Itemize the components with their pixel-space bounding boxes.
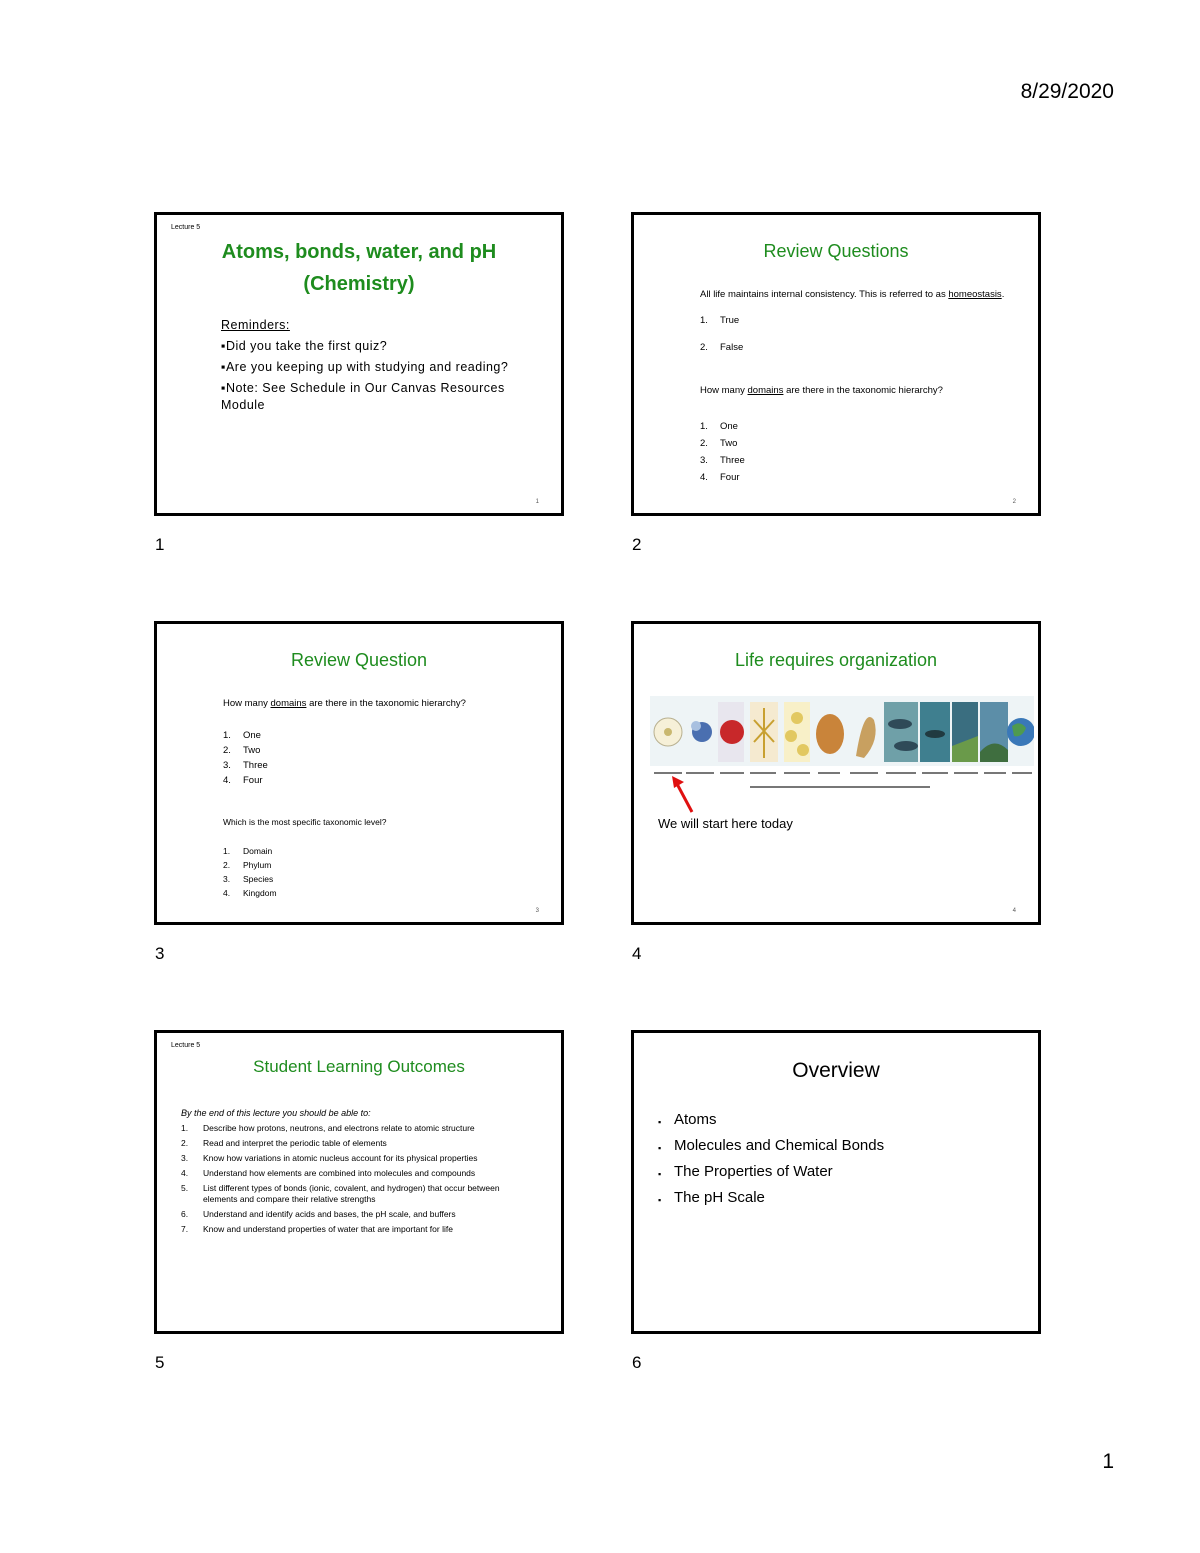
slide-title: Review Questions	[763, 241, 909, 261]
slide-title: Overview	[792, 1059, 880, 1082]
question-1: How many domains are there in the taxonomic hierarchy?	[223, 698, 466, 709]
slide-caption: We will start here today	[658, 816, 793, 831]
slide-number: 2	[1012, 499, 1016, 505]
slide-6	[631, 1030, 1041, 1334]
page-date: 8/29/2020	[1020, 80, 1114, 103]
question-1-options: 1. True 2. False	[700, 315, 744, 353]
question-1: All life maintains internal consistency. This is referred to as homeostasis.	[700, 289, 1005, 300]
slide-title: Review Question	[290, 650, 428, 670]
slide-4	[631, 621, 1041, 925]
question-2: How many domains are there in the taxonomic hierarchy?	[700, 385, 943, 396]
slide-1	[154, 212, 564, 516]
reminders-block	[221, 317, 511, 414]
slide-label-5: 5	[155, 1353, 165, 1372]
question-2-options: 1. Domain 2. Phylum 3. Species 4. Kingdom	[223, 846, 277, 898]
lecture-label: Lecture 5	[171, 224, 201, 231]
lecture-label: Lecture 5	[171, 1042, 201, 1049]
list-item: ▪ The pH Scale	[658, 1185, 884, 1211]
slide-label-4: 4	[632, 944, 642, 963]
slide-2	[631, 212, 1041, 516]
slide-number: 3	[535, 908, 539, 914]
slide-label-3: 3	[155, 944, 165, 963]
slide-label-2: 2	[632, 535, 642, 554]
outcomes-list: 1. Describe how protons, neutrons, and electrons relate to atomic structure 2. Read and interpret the periodic table of elements 3. Know how variations in atomic nucleus account for its physical properties 4. Understand how elements are combined into molecules and compounds 5. List different types of bonds (ionic, covalent, and hydrogen) that occur between elements and compare their relative strengths 6. Understand and identify acids and bases, the pH scale, and buffers 7. Know and understand properties of water that are important for life	[181, 1123, 500, 1234]
question-2-options: 1. One 2. Two 3. Three 4. Four	[700, 421, 745, 483]
list-item: ▪ The Properties of Water	[658, 1159, 884, 1185]
slide-label-1: 1	[155, 535, 165, 554]
page-number: 1	[1102, 1450, 1114, 1473]
slide-title-line2: (Chemistry)	[303, 273, 415, 295]
reminder-item: ▪Are you keeping up with studying and reading?	[221, 360, 509, 374]
slide-title: Student Learning Outcomes	[253, 1057, 465, 1076]
slide-5	[154, 1030, 564, 1334]
reminders-heading: Reminders:	[221, 318, 290, 332]
slide-number: 1	[535, 499, 539, 505]
question-1-options: 1. One 2. Two 3. Three 4. Four	[223, 730, 268, 786]
overview-list	[658, 1107, 884, 1211]
outcomes-intro: By the end of this lecture you should be able to:	[181, 1108, 371, 1118]
slide-title: Life requires organization	[734, 650, 938, 670]
red-arrow-icon	[670, 774, 710, 814]
slide-number: 4	[1012, 908, 1016, 914]
list-item: ▪ Molecules and Chemical Bonds	[658, 1133, 884, 1159]
reminder-item: ▪Did you take the first quiz?	[221, 339, 388, 353]
slide-3	[154, 621, 564, 925]
slide-title-line1: Atoms, bonds, water, and pH	[221, 241, 497, 263]
question-2: Which is the most specific taxonomic level?	[223, 817, 387, 827]
reminder-item: ▪Note: See Schedule in Our Canvas Resources Module	[221, 381, 505, 412]
list-item: ▪ Atoms	[658, 1107, 884, 1133]
slide-label-6: 6	[632, 1353, 642, 1372]
